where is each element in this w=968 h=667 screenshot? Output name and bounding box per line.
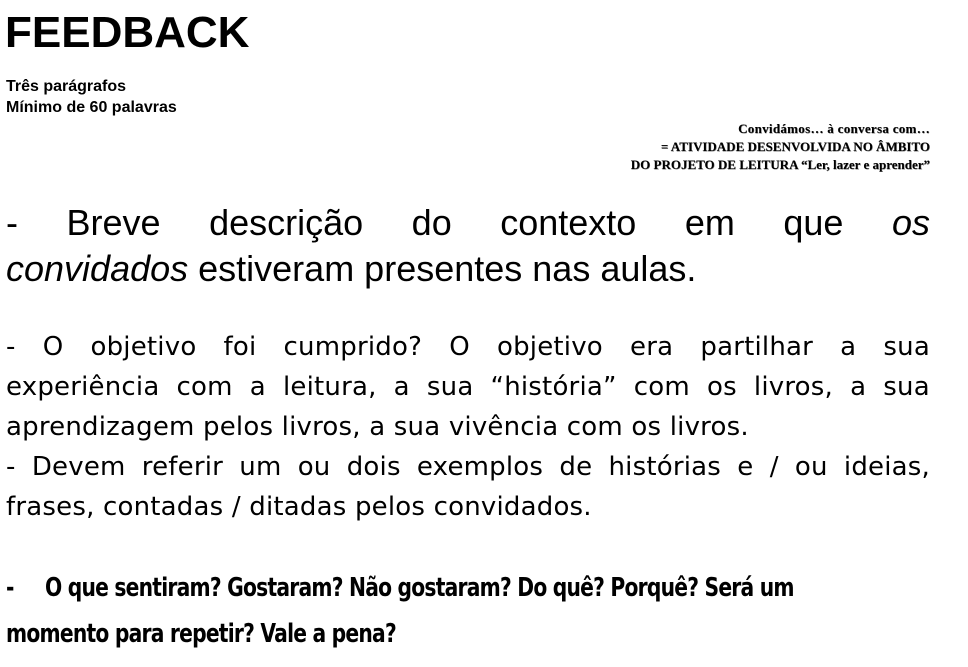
page-title: FEEDBACK xyxy=(5,8,250,57)
project-note-line-1: Convidámos… à conversa com… xyxy=(738,121,930,136)
word: - xyxy=(6,452,16,482)
word: a xyxy=(850,372,867,402)
word: exemplos xyxy=(416,452,544,482)
text: momento para repetir? Vale a pena? xyxy=(6,619,396,649)
word: era xyxy=(630,332,674,362)
word: livros, xyxy=(753,372,833,402)
word-italic: os xyxy=(891,202,930,243)
word: ou xyxy=(794,452,828,482)
word: leitura, xyxy=(282,372,377,402)
word: dois xyxy=(346,452,401,482)
word: foi xyxy=(223,332,257,362)
subtitle-paragraphs: Três parágrafos xyxy=(6,78,127,95)
word: ideias, xyxy=(843,452,930,482)
word: “história” xyxy=(490,372,617,402)
paragraph-objective xyxy=(6,327,930,527)
paragraph-feelings-line-2 xyxy=(6,611,930,657)
project-note xyxy=(631,120,930,174)
paragraph-context xyxy=(6,200,930,292)
word: contexto xyxy=(500,202,637,243)
word: O xyxy=(449,332,470,362)
word: que xyxy=(783,202,844,243)
paragraph-objective-line-1 xyxy=(6,327,930,367)
word: descrição xyxy=(209,202,364,243)
paragraph-feelings-line-1 xyxy=(6,565,930,611)
word: do xyxy=(411,202,452,243)
dash: - xyxy=(6,202,18,243)
subtitle-min-words: Mínimo de 60 palavras xyxy=(6,99,177,116)
word: sua xyxy=(883,372,930,402)
word: histórias xyxy=(608,452,722,482)
text: estiveram presentes nas aulas. xyxy=(188,248,697,289)
paragraph-feelings xyxy=(6,565,930,657)
paragraph-objective-line-2 xyxy=(6,367,930,407)
word-italic: convidados xyxy=(6,248,189,289)
word: cumprido? xyxy=(283,332,423,362)
word: sua xyxy=(883,332,930,362)
word: ou xyxy=(297,452,331,482)
paragraph-context-line-2 xyxy=(6,246,930,292)
word: Devem xyxy=(31,452,126,482)
word: com xyxy=(633,372,690,402)
word: experiência xyxy=(6,372,160,402)
word: Breve xyxy=(66,202,161,243)
text: O que sentiram? Gostaram? Não gostaram? Do quê? Porquê? Será um xyxy=(45,573,794,603)
paragraph-context-line-1 xyxy=(6,200,930,246)
word: objetivo xyxy=(496,332,603,362)
word: objetivo xyxy=(90,332,197,362)
word: sua xyxy=(426,372,474,402)
word: a xyxy=(393,372,410,402)
word: com xyxy=(176,372,233,402)
paragraph-examples-line-1 xyxy=(6,447,930,487)
word: - xyxy=(6,332,16,362)
word: O xyxy=(42,332,64,362)
word: um xyxy=(239,452,282,482)
word: e xyxy=(737,452,754,482)
word: / xyxy=(769,452,779,482)
paragraph-objective-line-3: aprendizagem pelos livros, a sua vivência com os livros. xyxy=(6,412,749,442)
word: em xyxy=(684,202,735,243)
word: de xyxy=(559,452,593,482)
word: a xyxy=(249,372,266,402)
word: referir xyxy=(141,452,224,482)
dash: - xyxy=(6,573,14,603)
word: a xyxy=(840,332,857,362)
word: partilhar xyxy=(700,332,814,362)
paragraph-examples-line-2: frases, contadas / ditadas pelos convidados. xyxy=(6,492,592,522)
project-note-line-3: DO PROJETO DE LEITURA “Ler, lazer e aprender” xyxy=(630,157,930,172)
word: os xyxy=(706,372,737,402)
project-note-line-2: = ATIVIDADE DESENVOLVIDA NO ÂMBITO xyxy=(660,139,930,154)
